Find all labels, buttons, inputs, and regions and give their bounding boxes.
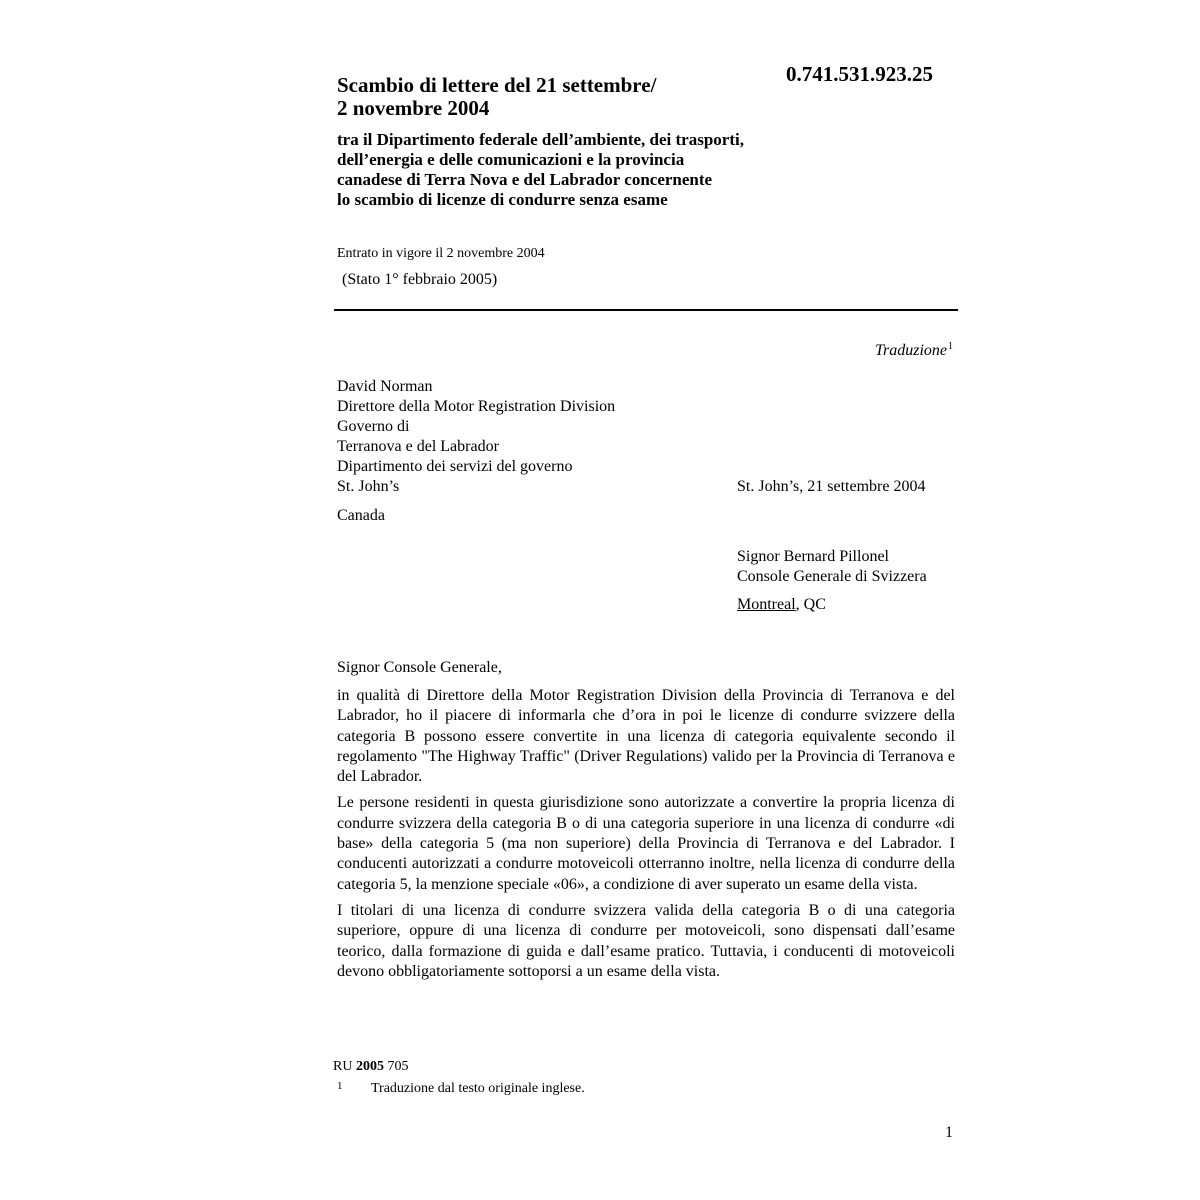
document-reference-number: 0.741.531.923.25	[786, 62, 933, 86]
recipient-city	[737, 596, 826, 614]
title-line: 2 novembre 2004	[337, 96, 490, 120]
sender-line: St. John’s	[337, 478, 400, 495]
ru-prefix: RU	[333, 1059, 356, 1074]
document-subtitle	[337, 130, 897, 210]
translation-label-text: Traduzione	[874, 342, 947, 359]
letter-salutation: Signor Console Generale,	[337, 659, 502, 676]
page-number: 1	[945, 1124, 953, 1141]
place-and-date: St. John’s, 21 settembre 2004	[737, 478, 926, 495]
sender-country: Canada	[337, 507, 385, 524]
official-collection-reference	[333, 1059, 408, 1075]
subtitle-line: tra il Dipartimento federale dell’ambiente, dei trasporti,	[337, 130, 744, 149]
footnote-number: 1	[337, 1080, 343, 1092]
footnote-text: Traduzione dal testo originale inglese.	[371, 1081, 585, 1096]
sender-line: Dipartimento dei servizi del governo	[337, 458, 573, 475]
ru-year: 2005	[355, 1059, 384, 1074]
recipient-name: Signor Bernard Pillonel	[737, 548, 889, 565]
footnote-ref[interactable]: 1	[948, 341, 953, 352]
sender-line: Governo di	[337, 418, 410, 435]
letter-body	[337, 686, 955, 988]
letter-paragraph: Le persone residenti in questa giurisdizione sono autorizzate a convertire la propria licenza di condurre svizzera della categoria B o di una categoria superiore in una licenza di condurre «di base» della categoria 5 (ma non superiore) della Provincia di Terranova e del Labrador. I conducenti autorizzati a condurre motoveicoli otterranno inoltre, nella licenza di condurre della categoria 5, la menzione speciale «06», a condizione di aver superato un esame della vista.	[337, 794, 955, 893]
entry-into-force: Entrato in vigore il 2 novembre 2004	[337, 246, 545, 261]
letter-paragraph: I titolari di una licenza di condurre svizzera valida della categoria B o di una categoria superiore, oppure di una licenza di condurre per motoveicoli, sono dispensati dall’esame teorico, dalla formazione di guida e dall’esame pratico. Tuttavia, i conducenti di motoveicoli devono obbligatoriamente sottoporsi a un esame della vista.	[337, 901, 955, 980]
document-title	[337, 74, 777, 120]
sender-line: Direttore della Motor Registration Division	[337, 398, 616, 415]
translation-label	[875, 341, 953, 360]
sender-line: David Norman	[337, 378, 433, 395]
sender-line: Terranova e del Labrador	[337, 438, 499, 455]
recipient-city-name: Montreal	[737, 596, 796, 613]
header-divider	[334, 309, 958, 311]
subtitle-line: canadese di Terra Nova e del Labrador concernente	[337, 170, 713, 189]
subtitle-line: dell’energia e delle comunicazioni e la provincia	[337, 150, 685, 169]
footnote	[337, 1080, 585, 1097]
ru-page: 705	[383, 1059, 409, 1074]
sender-address	[337, 377, 615, 497]
title-line: Scambio di lettere del 21 settembre/	[337, 73, 657, 97]
document-status: (Stato 1° febbraio 2005)	[342, 271, 498, 288]
subtitle-line: lo scambio di licenze di condurre senza esame	[337, 190, 668, 209]
recipient-province: , QC	[795, 596, 826, 613]
letter-paragraph: in qualità di Direttore della Motor Registration Division della Provincia di Terranova e del Labrador, ho il piacere di informarla che d’ora in poi le licenze di condurre svizzere della categoria B possono essere convertite in una licenza di categoria equivalente secondo il regolamento "The Highway Traffic" (Driver Regulations) valido per la Provincia di Terranova e del Labrador.	[337, 687, 955, 786]
recipient-address	[737, 547, 927, 587]
recipient-role: Console Generale di Svizzera	[737, 568, 927, 585]
